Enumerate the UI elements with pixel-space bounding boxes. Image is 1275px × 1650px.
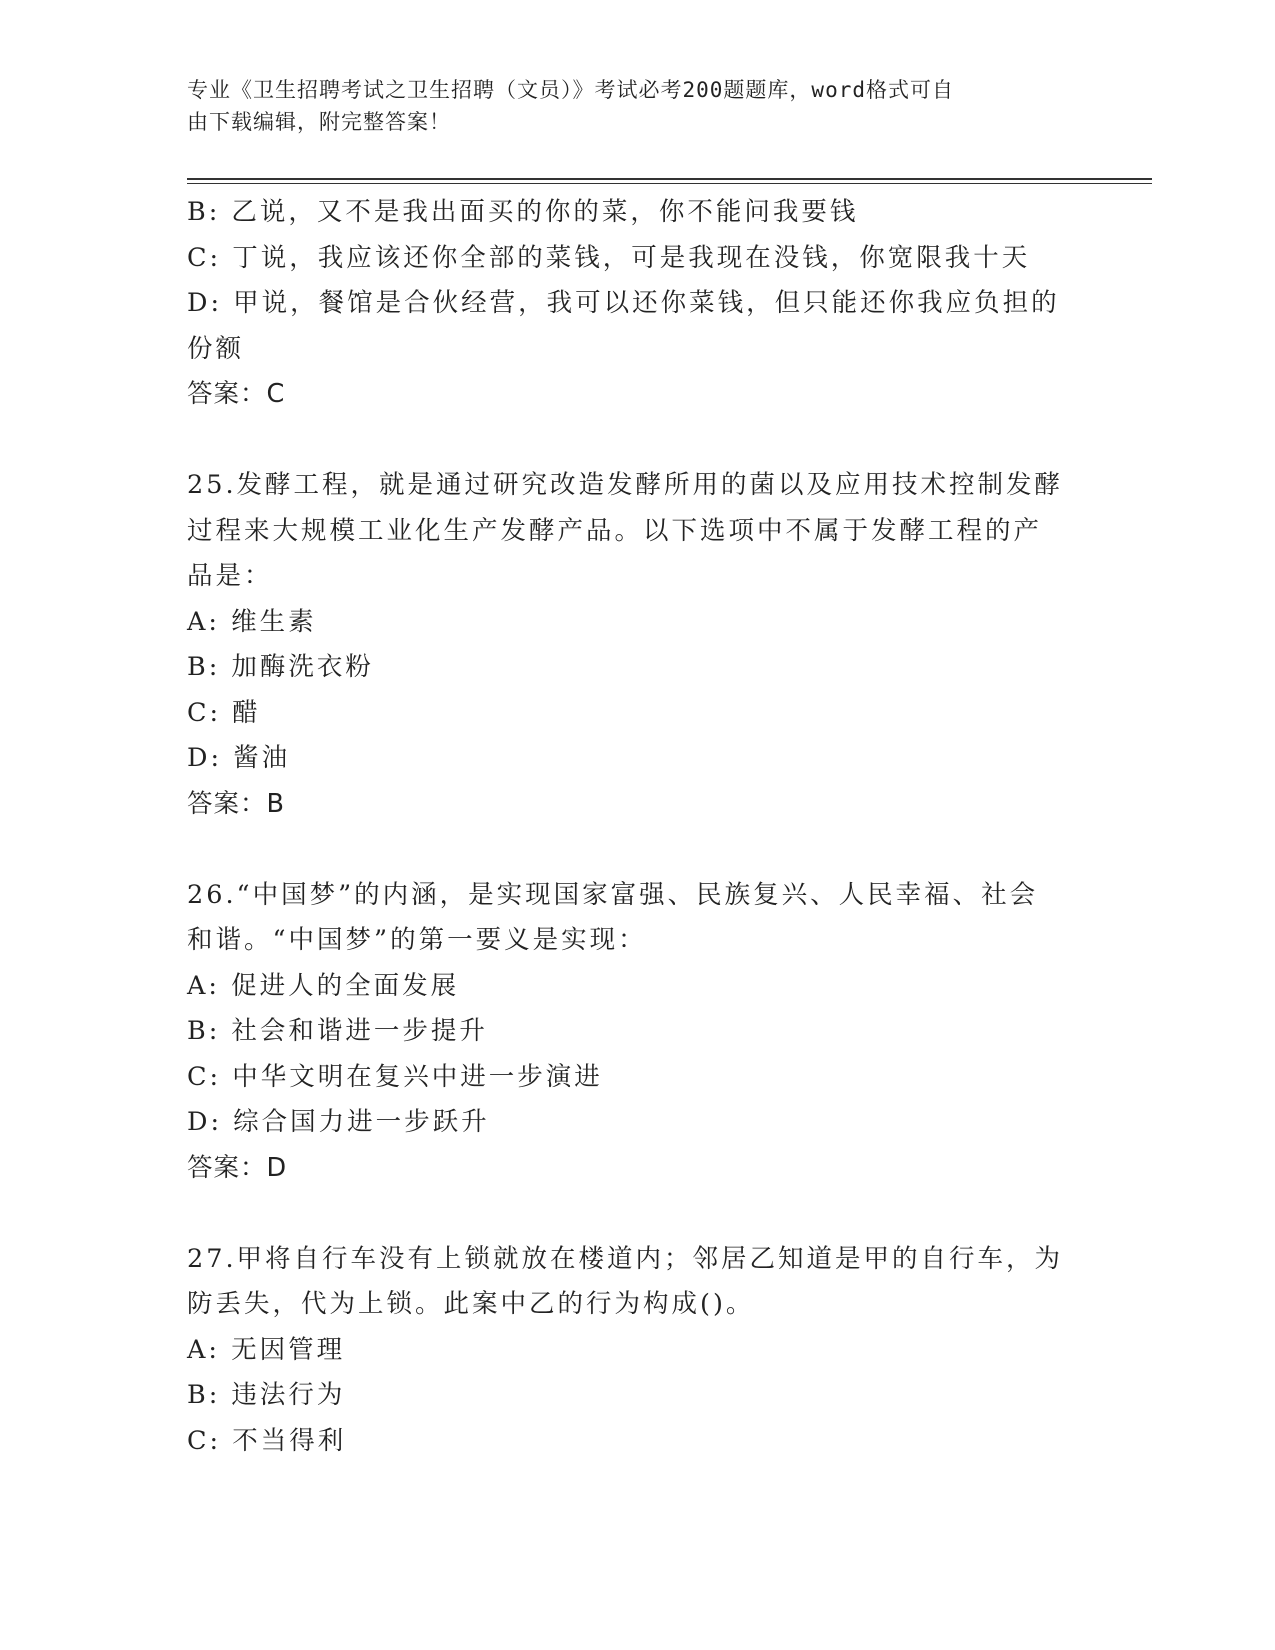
spacer xyxy=(187,418,1087,464)
answer: 答案：D xyxy=(187,1152,288,1183)
question-26 xyxy=(187,873,1087,1192)
option-d: D: 酱油 xyxy=(187,743,291,773)
question-24 xyxy=(187,190,1087,418)
question-stem-line-2: 防丢失，代为上锁。此案中乙的行为构成()。 xyxy=(187,1289,755,1319)
option-a: A: 无因管理 xyxy=(187,1334,346,1365)
option-b: B: 加酶洗衣粉 xyxy=(187,652,374,682)
option-c: C: 中华文明在复兴中进一步演进 xyxy=(187,1061,603,1092)
question-stem-line-2: 过程来大规模工业化生产发酵产品。以下选项中不属于发酵工程的产 xyxy=(187,515,1043,546)
header-rule-thin xyxy=(187,183,1152,184)
option-a: A: 维生素 xyxy=(187,606,317,637)
option-d: D: 综合国力进一步跃升 xyxy=(187,1107,490,1137)
option-b: B: 乙说，又不是我出面买的你的菜，你不能问我要钱 xyxy=(187,197,859,227)
question-25 xyxy=(187,463,1087,827)
question-stem: 25.发酵工程，就是通过研究改造发酵所用的菌以及应用技术控制发酵 xyxy=(187,470,1064,500)
option-b: B: 社会和谐进一步提升 xyxy=(187,1016,488,1046)
option-d-continued: 份额 xyxy=(187,333,245,364)
question-27 xyxy=(187,1237,1087,1465)
option-a: A: 促进人的全面发展 xyxy=(187,970,460,1001)
question-list xyxy=(187,190,1087,1464)
question-stem: 27.甲将自行车没有上锁就放在楼道内；邻居乙知道是甲的自行车，为 xyxy=(187,1243,1064,1274)
answer: 答案：C xyxy=(187,379,286,409)
option-b: B: 违法行为 xyxy=(187,1380,346,1410)
header-rule-thick xyxy=(187,178,1152,180)
header-line-2: 由下载编辑，附完整答案！ xyxy=(187,110,451,134)
option-c: C: 不当得利 xyxy=(187,1425,347,1456)
option-d: D: 甲说，餐馆是合伙经营，我可以还你菜钱，但只能还你我应负担的 xyxy=(187,288,1060,318)
question-stem-line-2: 和谐。“中国梦”的第一要义是实现： xyxy=(187,925,647,955)
spacer xyxy=(187,827,1087,873)
question-stem: 26.“中国梦”的内涵，是实现国家富强、民族复兴、人民幸福、社会 xyxy=(187,879,1039,910)
spacer xyxy=(187,1191,1087,1237)
option-c: C: 醋 xyxy=(187,697,261,728)
answer: 答案：B xyxy=(187,788,285,819)
option-c: C: 丁说，我应该还你全部的菜钱，可是我现在没钱，你宽限我十天 xyxy=(187,242,1031,273)
header-line-1: 专业《卫生招聘考试之卫生招聘（文员）》考试必考200题题库，word格式可自 xyxy=(187,78,954,102)
document-header xyxy=(187,74,1087,138)
question-stem-line-3: 品是： xyxy=(187,561,273,591)
